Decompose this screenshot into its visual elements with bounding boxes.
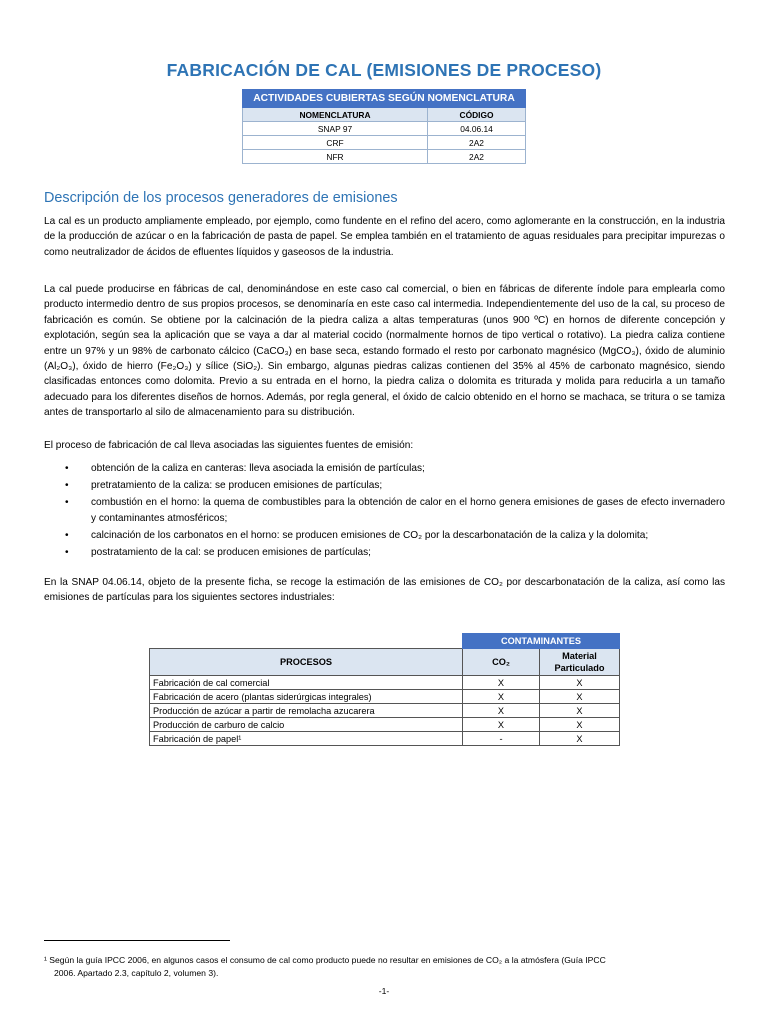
code-cell: 2A2 bbox=[428, 136, 526, 150]
nomenclature-cell: CRF bbox=[243, 136, 428, 150]
contaminantes-header: CONTAMINANTES bbox=[463, 634, 620, 649]
emission-sources-list bbox=[44, 461, 725, 562]
co2-cell: - bbox=[463, 732, 540, 746]
process-table bbox=[149, 633, 620, 746]
paragraph-emission-sources: El proceso de fabricación de cal lleva asociadas las siguientes fuentes de emisión: bbox=[44, 440, 414, 451]
code-cell: 04.06.14 bbox=[428, 122, 526, 136]
list-item-text: pretratamiento de la caliza: se producen emisiones de partículas; bbox=[91, 480, 383, 492]
list-item bbox=[44, 478, 725, 493]
col-header-material: Material Particulado bbox=[540, 649, 620, 676]
process-cell: Producción de azúcar a partir de remolacha azucarera bbox=[150, 704, 463, 718]
nomenclature-cell: SNAP 97 bbox=[243, 122, 428, 136]
section-heading: Descripción de los procesos generadores de emisiones bbox=[44, 190, 398, 206]
list-item bbox=[44, 545, 725, 560]
table-row bbox=[150, 690, 620, 704]
table-row bbox=[150, 676, 620, 690]
co2-cell: X bbox=[463, 676, 540, 690]
material-cell: X bbox=[540, 690, 620, 704]
col-header-co2: CO₂ bbox=[463, 649, 540, 676]
table-row bbox=[150, 704, 620, 718]
table-row bbox=[150, 718, 620, 732]
nomenclature-table-caption: ACTIVIDADES CUBIERTAS SEGÚN NOMENCLATURA bbox=[243, 90, 526, 108]
page-number: -1- bbox=[378, 986, 390, 996]
footnote bbox=[44, 954, 725, 980]
col-header-procesos: PROCESOS bbox=[150, 649, 463, 676]
process-cell: Producción de carburo de calcio bbox=[150, 718, 463, 732]
process-cell: Fabricación de acero (plantas siderúrgicas integrales) bbox=[150, 690, 463, 704]
material-cell: X bbox=[540, 732, 620, 746]
table-row bbox=[150, 732, 620, 746]
co2-cell: X bbox=[463, 690, 540, 704]
bullet-marker: • bbox=[65, 530, 69, 542]
nomenclature-cell: NFR bbox=[243, 150, 428, 164]
paragraph-uses: La cal es un producto ampliamente empleado, por ejemplo, como fundente en el refino del acero, como aglomerante en la construcción, en la industria de la producción de azúcar o en la fabricación de pasta de papel. Se emplea también en el tratamiento de aguas residuales para precipitar impurezas o como neutralizador de ácidos de efluentes líquidos y gaseosos de la industria. bbox=[44, 216, 725, 258]
footnote-text: Según la guía IPCC 2006, en algunos casos el consumo de cal como producto puede no resultar en emisiones de CO₂ a la atmósfera (Guía IPCC bbox=[49, 955, 606, 965]
list-item-text: calcinación de los carbonatos en el horno: se producen emisiones de CO₂ por la descarbonatación de la caliza y la dolomita; bbox=[91, 530, 649, 542]
list-item-text: combustión en el horno: la quema de combustibles para la obtención de calor en el horno genera emisiones de gases de efecto invernadero y contaminantes atmosféricos; bbox=[91, 497, 725, 524]
material-cell: X bbox=[540, 718, 620, 732]
co2-cell: X bbox=[463, 718, 540, 732]
blank-header-cell bbox=[150, 634, 463, 649]
table-row bbox=[243, 136, 526, 150]
col-header-codigo: CÓDIGO bbox=[428, 108, 526, 122]
table-row bbox=[243, 122, 526, 136]
footnote-mark: ¹ bbox=[44, 955, 47, 965]
process-cell: Fabricación de papel¹ bbox=[150, 732, 463, 746]
bullet-marker: • bbox=[65, 547, 69, 559]
footnote-separator bbox=[44, 940, 230, 941]
co2-cell: X bbox=[463, 704, 540, 718]
bullet-marker: • bbox=[65, 463, 69, 474]
list-item bbox=[44, 528, 725, 543]
bullet-marker: • bbox=[65, 480, 69, 492]
paragraph-production: La cal puede producirse en fábricas de cal, denominándose en este caso cal comercial, o bien en fábricas de diferente índole para emplearla como producto intermedio dentro de sus propios procesos, se denominaría en este caso cal intermedia. Independientemente del uso de la cal, su proceso de fabricación es común. Se obtiene por la calcinación de la piedra caliza a altas temperaturas (unos 900 ºC) en hornos de diferente concepción y explotación, según sea la aplicación que se vaya a dar al material cocido (normalmente hornos de tipo vertical o rotativo). La piedra caliza contiene entre un 97% y un 98% de carbonato cálcico (CaCO₃) en base seca, estando formado el resto por carbonato magnésico (MgCO₃), óxido de aluminio (Al₂O₃), óxido de hierro (Fe₂O₃) y sílice (SiO₂). Sin embargo, algunas piedras calizas contienen del 35% al 45% de carbonato magnésico, siendo clasificadas entonces como dolomita. Previo a su entrada en el horno, la piedra caliza o dolomita es triturada y molida para reducirla a un tamaño adecuado para los diferentes diseños de hornos. Además, por regla general, el óxido de calcio obtenido en el horno se machaca, se tritura o se tamiza antes de transportarlo al silo de almacenamiento para su distribución. bbox=[44, 284, 725, 419]
footnote-text-continued: 2006. Apartado 2.3, capítulo 2, volumen 3). bbox=[54, 968, 219, 978]
process-cell: Fabricación de cal comercial bbox=[150, 676, 463, 690]
list-item bbox=[44, 461, 725, 476]
list-item-text: postratamiento de la cal: se producen emisiones de partículas; bbox=[91, 547, 371, 559]
list-item-text: obtención de la caliza en canteras: lleva asociada la emisión de partículas; bbox=[91, 463, 425, 474]
paragraph-snap-scope: En la SNAP 04.06.14, objeto de la presente ficha, se recoge la estimación de las emisiones de CO₂ por descarbonatación de la caliza, así como las emisiones de partículas para los siguientes sectores industriales: bbox=[44, 577, 725, 604]
bullet-marker: • bbox=[65, 497, 69, 509]
document-title: FABRICACIÓN DE CAL (EMISIONES DE PROCESO) bbox=[166, 60, 602, 80]
list-item bbox=[44, 495, 725, 526]
table-row bbox=[243, 150, 526, 164]
code-cell: 2A2 bbox=[428, 150, 526, 164]
nomenclature-table bbox=[242, 89, 526, 164]
material-cell: X bbox=[540, 704, 620, 718]
material-cell: X bbox=[540, 676, 620, 690]
col-header-nomenclatura: NOMENCLATURA bbox=[243, 108, 428, 122]
